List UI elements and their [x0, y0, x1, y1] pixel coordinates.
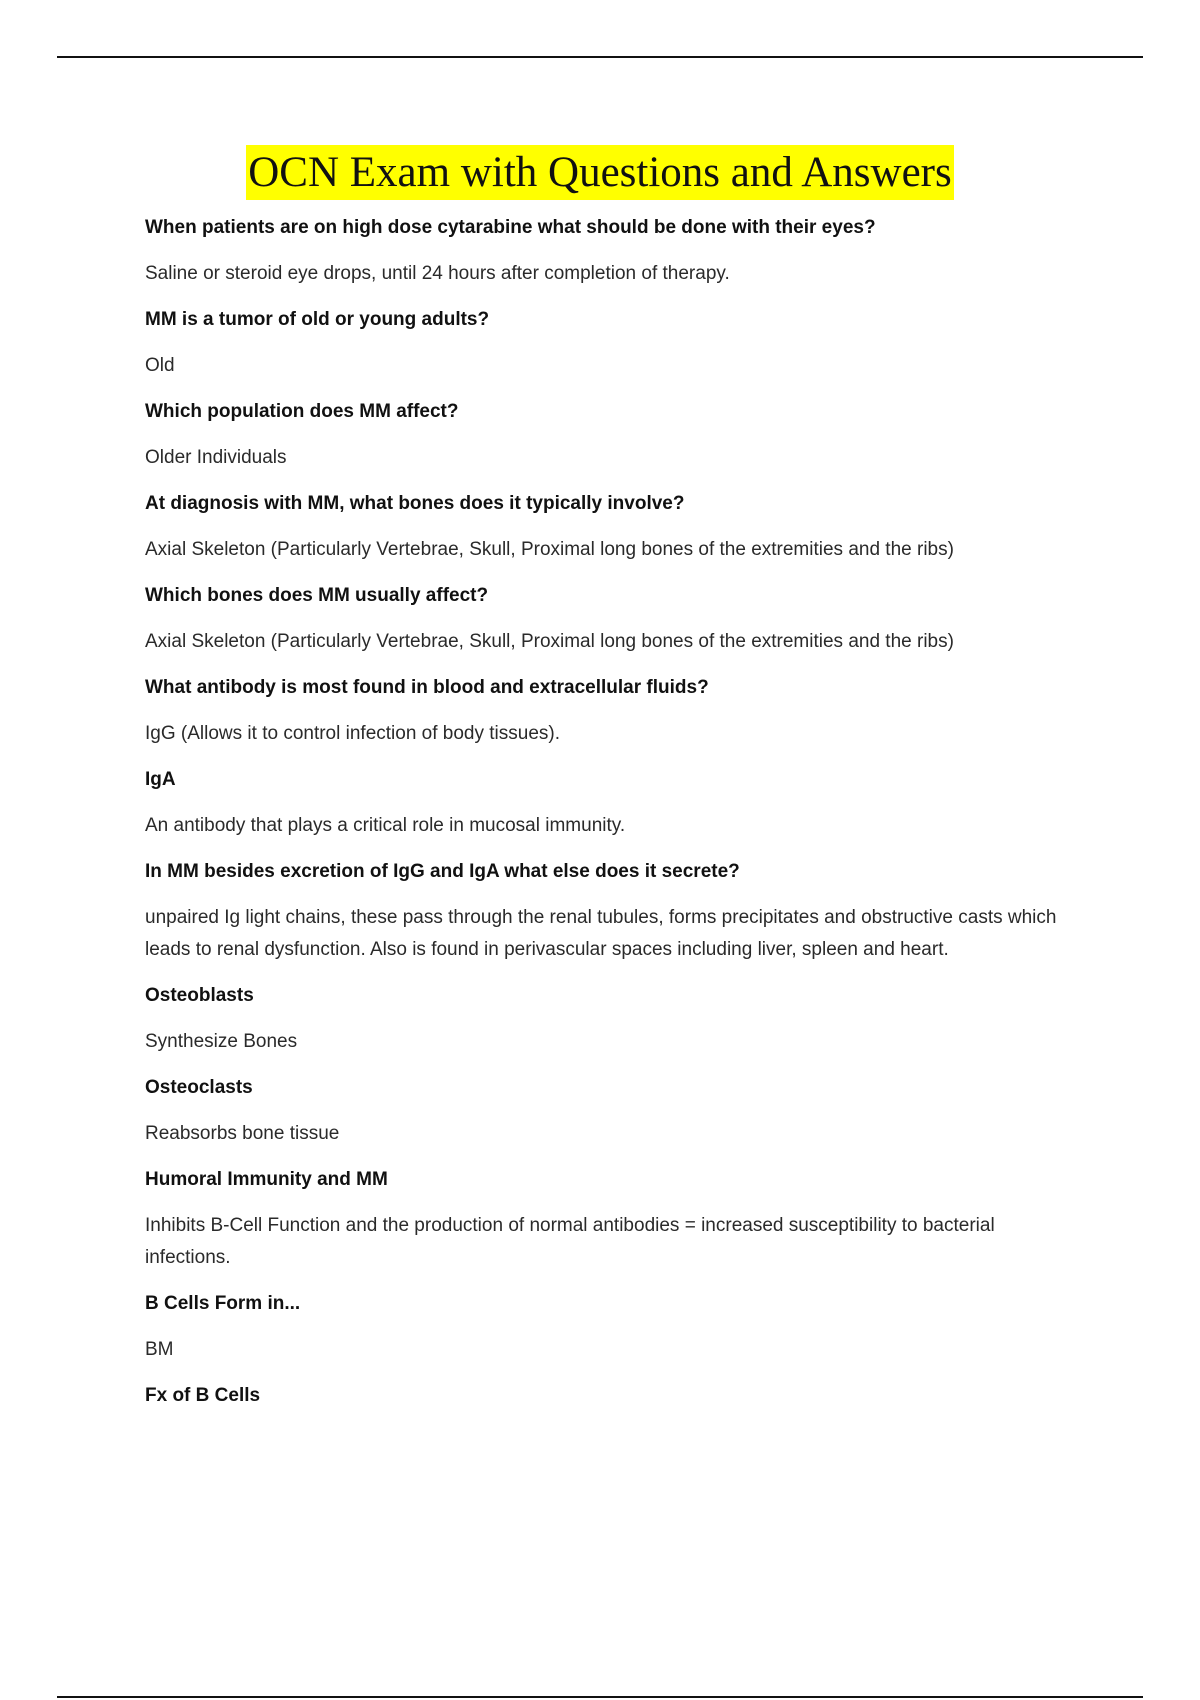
question: Osteoblasts: [145, 985, 254, 1006]
answer: IgG (Allows it to control infection of body tissues).: [145, 723, 561, 744]
question: In MM besides excretion of IgG and IgA what else does it secrete?: [145, 861, 740, 882]
question: What antibody is most found in blood and extracellular fluids?: [145, 677, 709, 698]
answer: Inhibits B-Cell Function and the production of normal antibodies = increased susceptibility to bacterial infections.: [145, 1215, 995, 1268]
bottom-rule: [57, 1696, 1143, 1698]
answer: Reabsorbs bone tissue: [145, 1123, 340, 1144]
question: IgA: [145, 769, 176, 790]
question: Which population does MM affect?: [145, 401, 459, 422]
answer: Older Individuals: [145, 447, 287, 468]
answer: Synthesize Bones: [145, 1031, 298, 1052]
answer: Saline or steroid eye drops, until 24 hours after completion of therapy.: [145, 263, 730, 284]
question: Humoral Immunity and MM: [145, 1169, 388, 1190]
question: Fx of B Cells: [145, 1385, 261, 1406]
question: At diagnosis with MM, what bones does it typically involve?: [145, 493, 685, 514]
page-title: OCN Exam with Questions and Answers: [246, 145, 953, 200]
question: B Cells Form in...: [145, 1293, 301, 1314]
qa-list: [145, 212, 1075, 1426]
answer: Axial Skeleton (Particularly Vertebrae, Skull, Proximal long bones of the extremities and the ribs): [145, 539, 954, 560]
question: Osteoclasts: [145, 1077, 253, 1098]
answer: Old: [145, 355, 175, 376]
answer: An antibody that plays a critical role in mucosal immunity.: [145, 815, 626, 836]
answer: BM: [145, 1339, 174, 1360]
answer: Axial Skeleton (Particularly Vertebrae, Skull, Proximal long bones of the extremities and the ribs): [145, 631, 954, 652]
question: When patients are on high dose cytarabine what should be done with their eyes?: [145, 217, 876, 238]
question: Which bones does MM usually affect?: [145, 585, 489, 606]
answer: unpaired Ig light chains, these pass through the renal tubules, forms precipitates and obstructive casts which leads to renal dysfunction. Also is found in perivascular spaces including liver, spleen and heart.: [145, 907, 1057, 960]
question: MM is a tumor of old or young adults?: [145, 309, 490, 330]
top-rule: [57, 56, 1143, 58]
title-container: [0, 145, 1200, 200]
